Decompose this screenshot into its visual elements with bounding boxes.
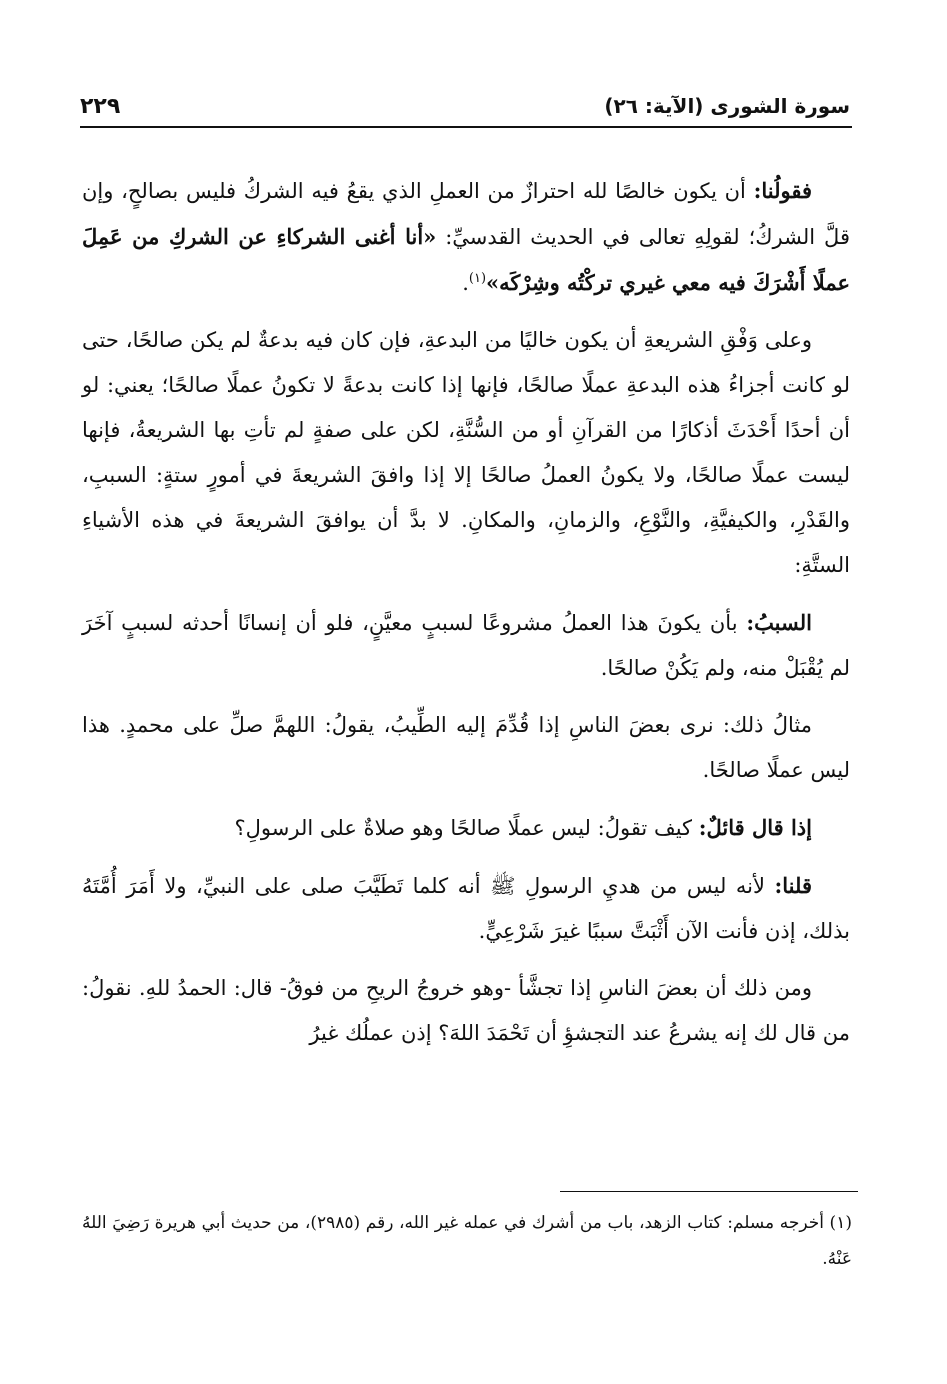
footnote-1: (١) أخرجه مسلم: كتاب الزهد، باب من أشرك في عمله غير الله، رقم (٢٩٨٥)، من حديث أبي هريرة رَضِيَ اللهُ عَنْهُ. bbox=[82, 1213, 852, 1269]
paragraph-text: ومن ذلك أن بعضَ الناسِ إذا تجشَّأ -وهو خروجُ الريحِ من فوقُ- قال: الحمدُ للهِ. نقولُ: من قال لك إنه يشرعُ عند التجشؤِ أن تَحْمَدَ اللهَ؟ إذن عملُك غيرُ bbox=[82, 976, 850, 1045]
paragraph-2 bbox=[82, 318, 850, 588]
paragraph-1 bbox=[82, 168, 850, 306]
footnote-reference[interactable]: (١) bbox=[468, 271, 487, 286]
paragraph-lead: السببُ: bbox=[746, 610, 812, 635]
paragraph-text: بأن يكونَ هذا العملُ مشروعًا لسببٍ معيَّنٍ، فلو أن إنسانًا أحدثه لسببٍ آخَرَ لم يُقْبَلْ منه، ولم يَكُنْ صالحًا. bbox=[82, 611, 850, 680]
header-title: سورة الشورى (الآية: ٢٦) bbox=[604, 94, 850, 118]
paragraph-3 bbox=[82, 600, 850, 691]
paragraph-text: لأنه ليس من هديِ الرسولِ ﷺ أنه كلما تَطَيَّبَ صلى على النبيِّ، ولا أَمَرَ أُمَّتَهُ بذلك، إذن فأنت الآن أَثْبَتَّ سببًا غيرَ شَرْعِيٍّ. bbox=[82, 874, 850, 943]
paragraph-text: مثالُ ذلك: نرى بعضَ الناسِ إذا قُدِّمَ إليه الطِّيبُ، يقولُ: اللهمَّ صلِّ على محمدٍ. هذا ليس عملًا صالحًا. bbox=[82, 713, 850, 782]
paragraph-text: وعلى وَفْقِ الشريعةِ أن يكون خاليًا من البدعةِ، فإن كان فيه بدعةٌ لم يكن صالحًا، حتى لو كانت أجزاءُ هذه البدعةِ عملًا صالحًا، فإنها إذا كانت بدعةً لا تكونُ عملًا صالحًا؛ يعني: لو أن أحدًا أَحْدَثَ أذكارًا من القرآنِ أو من السُّنَّةِ، لكن على صفةٍ لم تأتِ بها الشريعةُ، فإنها ليست عملًا صالحًا، ولا يكونُ العملُ صالحًا إلا إذا وافقَ الشريعةَ في أمورٍ ستةٍ: السببِ، والقَدْرِ، والكيفيَّةِ، والنَّوْعِ، والزمانِ، والمكانِ. لا بدَّ أن يوافقَ الشريعةَ في هذه الأشياءِ الستَّةِ: bbox=[82, 328, 850, 577]
paragraph-lead: قلنا: bbox=[774, 873, 812, 898]
main-text bbox=[82, 168, 850, 1068]
header-divider bbox=[80, 126, 852, 128]
footnotes bbox=[82, 1205, 852, 1277]
hadith-quote: «أنا أغنى الشركاءِ عن الشركِ من عَمِلَ عملًا أَشْرَكَ فيه معي غيري تركْتُه وشِرْكَه» bbox=[82, 224, 850, 295]
paragraph-4 bbox=[82, 703, 850, 793]
footnote-divider bbox=[560, 1191, 858, 1192]
paragraph-text: أن يكون خالصًا لله احترازٌ من العملِ الذي يقعُ فيه الشركُ فليس بصالحٍ، وإن قلَّ الشركُ؛ لقولِهِ تعالى في الحديث القدسيِّ: bbox=[82, 179, 850, 249]
paragraph-6 bbox=[82, 863, 850, 954]
paragraph-7 bbox=[82, 966, 850, 1056]
paragraph-5 bbox=[82, 805, 850, 851]
page-number: ٢٢٩ bbox=[80, 94, 121, 119]
paragraph-text: كيف تقولُ: ليس عملًا صالحًا وهو صلاةٌ على الرسولِ؟ bbox=[234, 816, 699, 840]
running-header bbox=[80, 92, 850, 126]
paragraph-tail: . bbox=[462, 271, 469, 295]
paragraph-lead: فقولُنا: bbox=[753, 178, 812, 203]
paragraph-lead: إذا قال قائلٌ: bbox=[698, 815, 812, 840]
